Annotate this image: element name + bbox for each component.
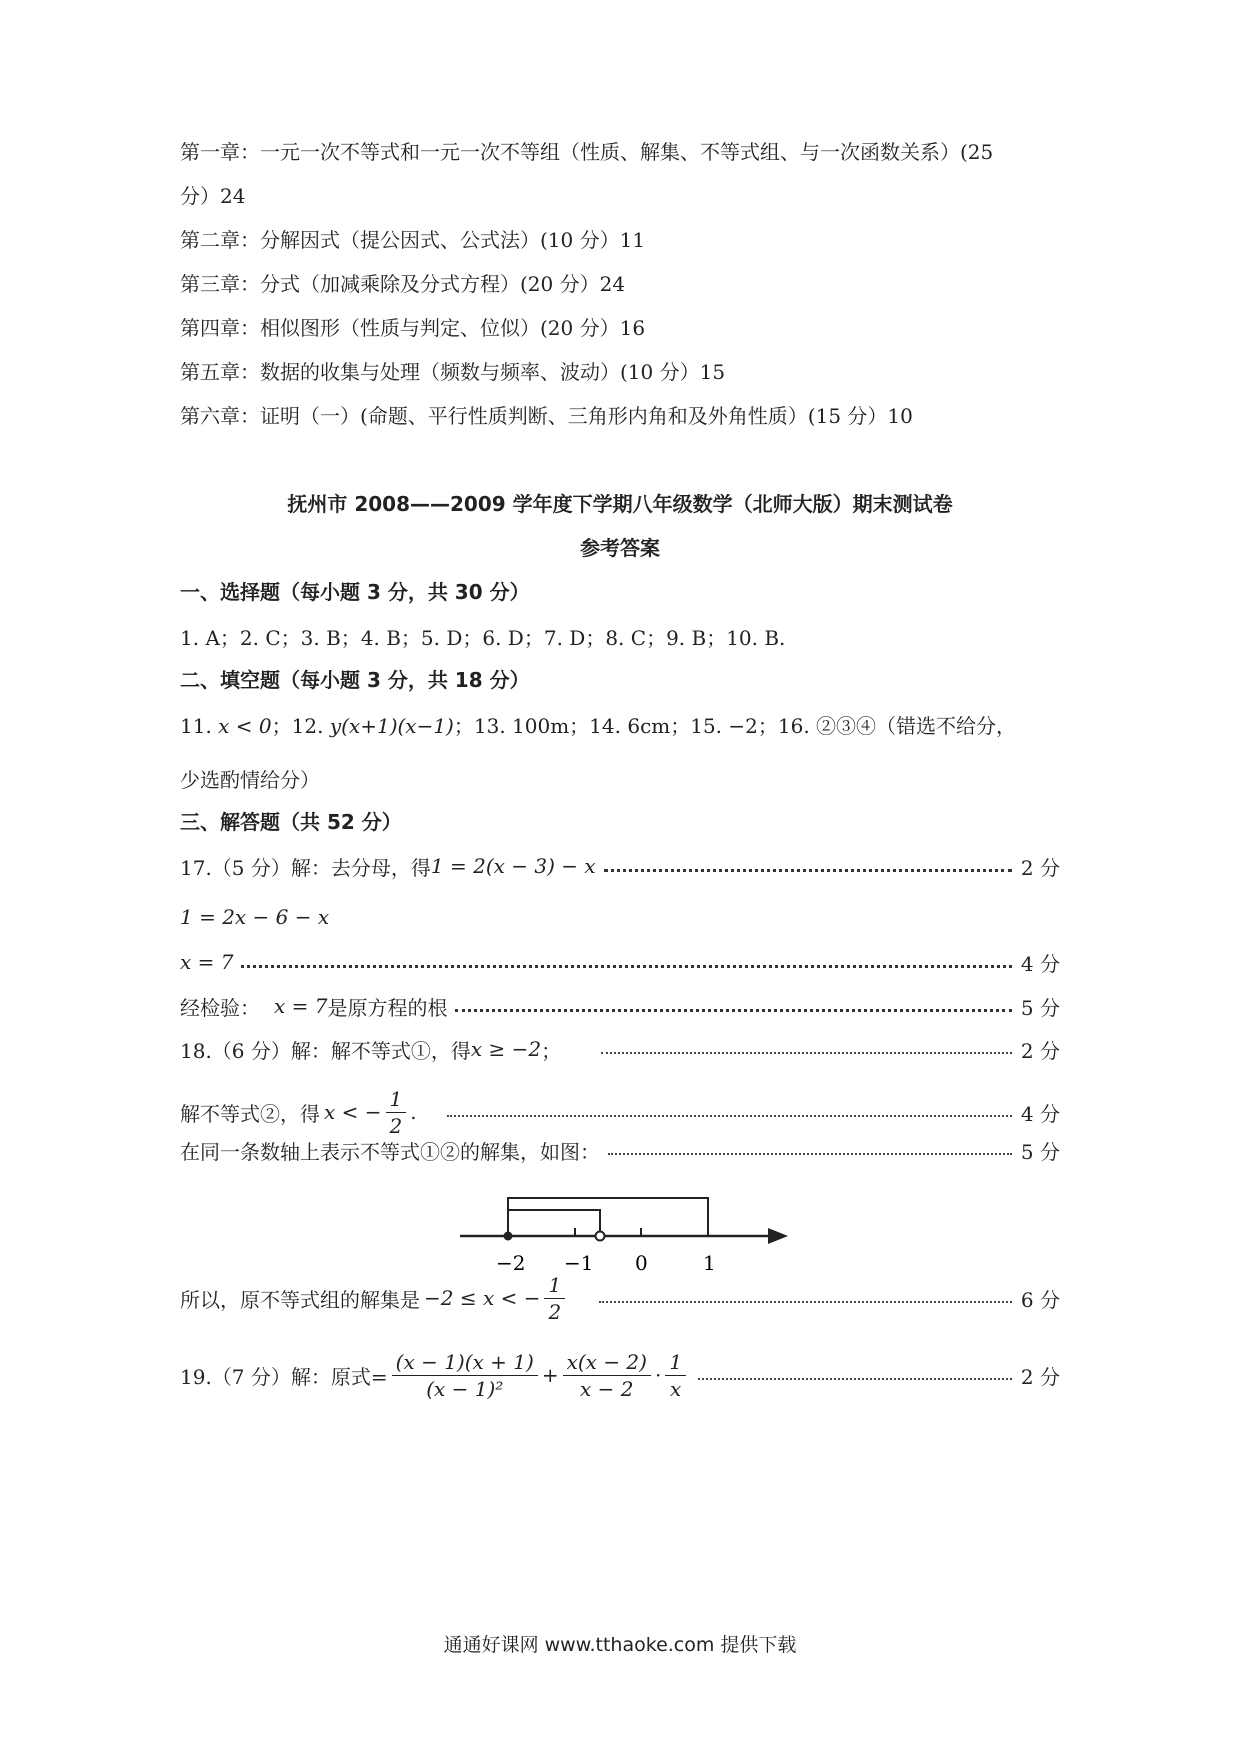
- chapter-6: 第六章：证明（一）(命题、平行性质判断、三角形内角和及外角性质）(15 分）10: [180, 404, 913, 428]
- q18-step-1-score: 2 分: [1020, 1038, 1060, 1063]
- fill-answers-line-1: [180, 710, 1016, 739]
- q17-step-1-text: 17.（5 分）解：去分母，得: [180, 855, 431, 880]
- q18-step-2-math: x < −: [324, 1100, 382, 1124]
- q17-step-1-score: 2 分: [1020, 855, 1060, 880]
- q17-step-4-score: 5 分: [1020, 995, 1060, 1020]
- q17-step-2-math: 1 = 2x − 6 − x: [180, 905, 330, 929]
- q18-conclusion-score: 6 分: [1020, 1287, 1060, 1312]
- q17-step-1: [180, 849, 1060, 883]
- q18-step-2-fraction: [386, 1086, 407, 1139]
- fraction-numerator: (x − 1)(x + 1): [392, 1349, 538, 1376]
- fill-answers-line-2: 少选酌情给分）: [180, 768, 320, 792]
- chapter-1-line-2: 分）24: [180, 184, 246, 208]
- q19-fraction-2: [563, 1349, 651, 1402]
- closed-point-minus-2: [504, 1232, 513, 1241]
- fill-label-11: 11.: [180, 714, 212, 738]
- chapter-4: 第四章：相似图形（性质与判定、位似）(20 分）16: [180, 316, 646, 340]
- fill-answer-11: x < 0: [218, 714, 272, 738]
- fill-answers-rest: ；13. 100m；14. 6cm；15. −2；16. ②③④（错选不给分，: [453, 714, 1017, 738]
- bracket-x-lt-minus-half-top: [508, 1210, 600, 1236]
- q18-step-3-text: 在同一条数轴上表示不等式①②的解集，如图：: [180, 1139, 600, 1164]
- fraction-denominator: 2: [548, 1299, 562, 1324]
- q18-step-2-tail: .: [410, 1100, 417, 1124]
- section-fill-heading: 二、填空题（每小题 3 分，共 18 分）: [180, 668, 530, 692]
- q18-step-2-score: 4 分: [1020, 1101, 1060, 1126]
- bracket-x-ge-minus-2: [508, 1198, 708, 1236]
- dot-leader: [604, 869, 1012, 872]
- q18-conclusion-fraction: [544, 1272, 565, 1325]
- chapter-1-line-1: 第一章：一元一次不等式和一元一次不等组（性质、解集、不等式组、与一次函数关系）(25: [180, 140, 994, 164]
- dot-leader: [608, 1153, 1012, 1155]
- q18-step-1-text: 18.（6 分）解：解不等式①，得: [180, 1038, 471, 1063]
- footer-credit: 通通好课网 www.tthaoke.com 提供下载: [443, 1634, 797, 1656]
- dot-leader: [599, 1301, 1012, 1303]
- fraction-denominator: x: [670, 1376, 682, 1401]
- fill-answer-12: y(x+1)(x−1): [329, 714, 454, 738]
- q17-step-4-math: x = 7: [274, 994, 328, 1018]
- open-point-minus-half: [596, 1232, 605, 1241]
- dot-leader: [447, 1115, 1012, 1117]
- q19-step-1: [180, 1340, 1060, 1410]
- q18-conclusion: [180, 1266, 1060, 1330]
- q17-step-4: [180, 989, 1060, 1023]
- q18-step-1-math: x ≥ −2: [470, 1037, 542, 1061]
- q17-step-1-math: 1 = 2(x − 3) − x: [430, 854, 596, 878]
- q18-step-3: [180, 1133, 1060, 1167]
- q19-fraction-1: [392, 1349, 538, 1402]
- q18-step-3-score: 5 分: [1020, 1139, 1060, 1164]
- chapter-5: 第五章：数据的收集与处理（频数与频率、波动）(10 分）15: [180, 360, 726, 384]
- fraction-numerator: x(x − 2): [563, 1349, 651, 1376]
- dot-leader: [601, 1052, 1012, 1054]
- fraction-denominator: 2: [389, 1113, 403, 1138]
- choice-answers: 1. A；2. C；3. B；4. B；5. D；6. D；7. D；8. C；9. B；10. B.: [180, 626, 786, 650]
- dot-leader: [455, 1009, 1012, 1012]
- tick-label-minus-2: −2: [496, 1251, 526, 1275]
- q18-step-1: [180, 1032, 1060, 1066]
- fraction-numerator: 1: [386, 1086, 407, 1113]
- q17-step-3: [180, 945, 1060, 979]
- fraction-numerator: 1: [544, 1272, 565, 1299]
- q17-step-2: [180, 900, 1060, 934]
- dot-leader: [698, 1378, 1012, 1380]
- dot-leader: [241, 965, 1012, 968]
- plus-sign: +: [541, 1363, 559, 1387]
- q19-text: 19.（7 分）解：原式=: [180, 1364, 388, 1389]
- answer-key-heading: 参考答案: [580, 536, 660, 560]
- q18-step-2-text: 解不等式②，得: [180, 1101, 320, 1126]
- q19-fraction-3: [665, 1349, 686, 1402]
- fraction-denominator: x − 2: [580, 1376, 634, 1401]
- q18-step-1-tail: ；: [541, 1038, 562, 1063]
- q18-conclusion-math: −2 ≤ x < −: [424, 1286, 541, 1310]
- axis-arrow-icon: [768, 1228, 788, 1244]
- section-choice-heading: 一、选择题（每小题 3 分，共 30 分）: [180, 580, 530, 604]
- q17-step-3-math: x = 7: [180, 950, 234, 974]
- tick-label-minus-1: −1: [564, 1251, 594, 1275]
- q17-step-3-score: 4 分: [1020, 951, 1060, 976]
- tick-label-1: 1: [703, 1251, 716, 1275]
- chapter-2: 第二章：分解因式（提公因式、公式法）(10 分）11: [180, 228, 646, 252]
- q17-step-4-text-a: 经检验：: [180, 995, 260, 1020]
- fraction-denominator: (x − 1)²: [426, 1376, 504, 1401]
- exam-title: 抚州市 2008——2009 学年度下学期八年级数学（北师大版）期末测试卷: [287, 492, 953, 516]
- q17-step-4-text-b: 是原方程的根: [327, 995, 448, 1020]
- chapter-3: 第三章：分式（加减乘除及分式方程）(20 分）24: [180, 272, 626, 296]
- tick-label-0: 0: [635, 1251, 648, 1275]
- section-solve-heading: 三、解答题（共 52 分）: [180, 810, 402, 834]
- q18-conclusion-text: 所以，原不等式组的解集是: [180, 1287, 420, 1312]
- q19-step-1-score: 2 分: [1020, 1364, 1060, 1389]
- multiply-dot: ·: [654, 1363, 662, 1387]
- fraction-numerator: 1: [665, 1349, 686, 1376]
- fill-label-12: ；12.: [271, 714, 324, 738]
